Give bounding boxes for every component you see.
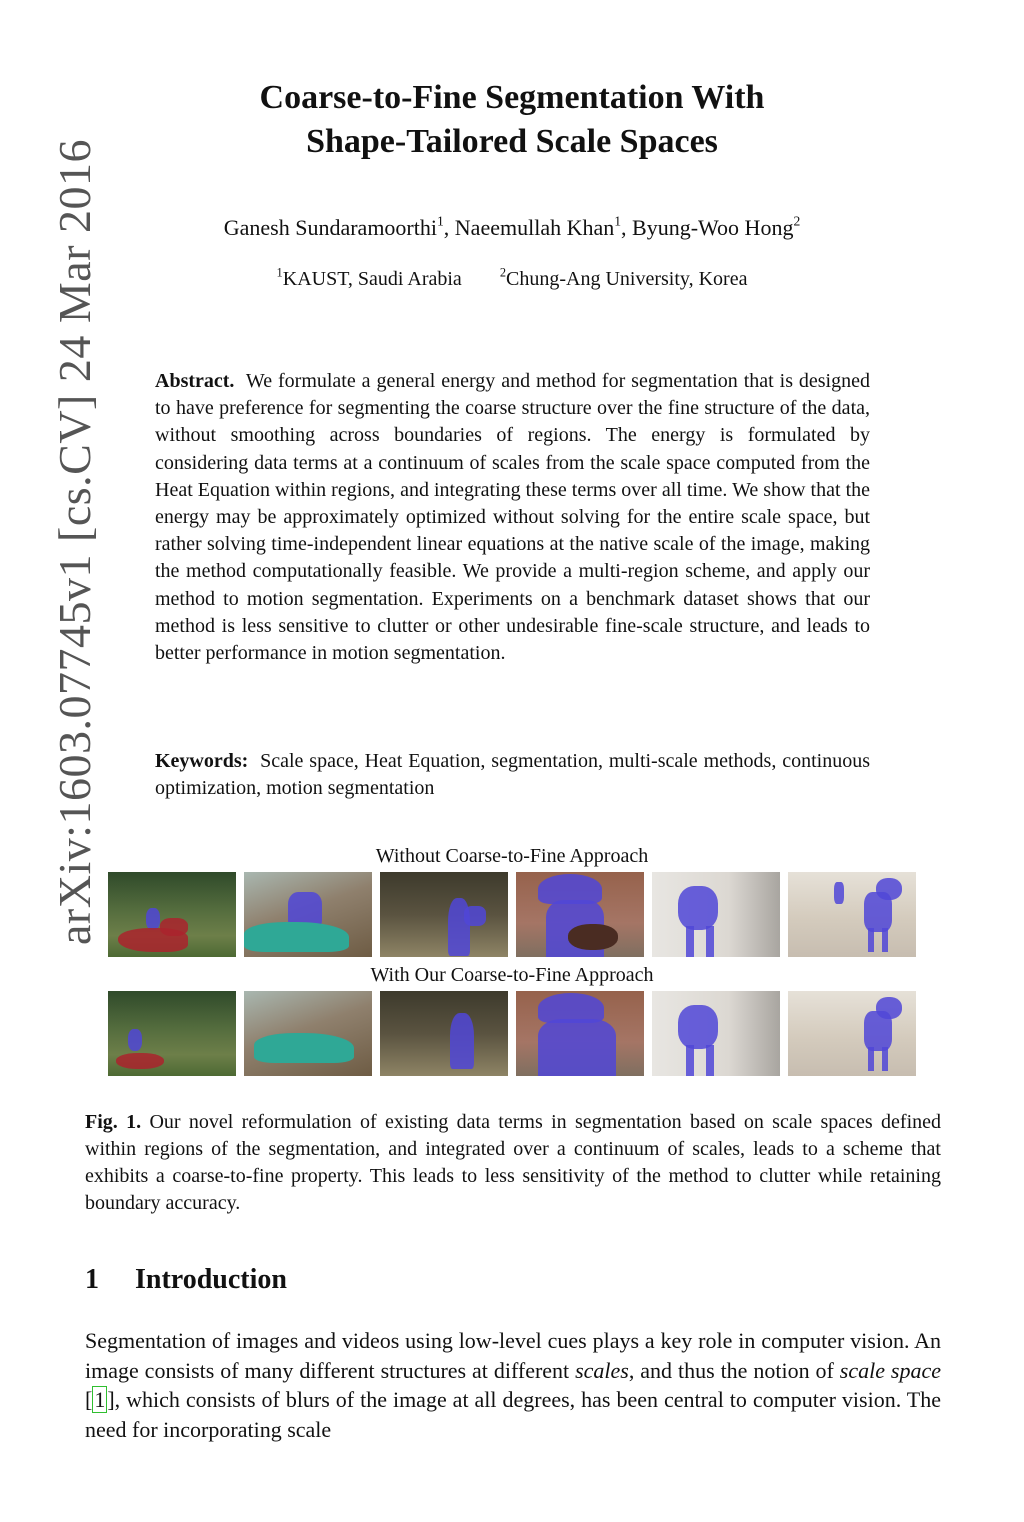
- author-affil-mark: 2: [793, 213, 801, 229]
- section-heading: [85, 1264, 287, 1296]
- author-name: Ganesh Sundaramoorthi: [223, 215, 437, 240]
- citation-link[interactable]: 1: [94, 1387, 106, 1412]
- affil-mark: 1: [276, 265, 283, 280]
- figure-row-with: [108, 991, 916, 1076]
- author-affil-mark: 1: [436, 213, 444, 229]
- figure-row-title-without: Without Coarse-to-Fine Approach: [375, 845, 649, 867]
- figure-thumbnail: [380, 991, 508, 1076]
- title-line-1: Coarse-to-Fine Segmentation With: [259, 79, 765, 116]
- figure-thumbnail: [652, 991, 780, 1076]
- figure-thumbnail: [652, 872, 780, 957]
- affil-mark: 2: [499, 265, 507, 280]
- section-title: Introduction: [135, 1264, 287, 1295]
- figure-thumbnail: [788, 991, 916, 1076]
- affiliation: Chung-Ang University, Korea: [506, 268, 748, 290]
- arxiv-stamp: arXiv:1603.07745v1 [cs.CV] 24 Mar 2016: [49, 138, 100, 945]
- abstract-label: Abstract.: [155, 370, 235, 392]
- affiliation-list: [110, 265, 914, 291]
- figure-thumbnail: [244, 991, 372, 1076]
- section-number: 1: [85, 1264, 99, 1295]
- figure-thumbnail: [516, 872, 644, 957]
- author-name: Naeemullah Khan: [454, 215, 615, 240]
- figure-thumbnail: [380, 872, 508, 957]
- author-affil-mark: 1: [614, 213, 622, 229]
- figure-thumbnail: [516, 991, 644, 1076]
- intro-paragraph: Segmentation of images and videos using low-level cues plays a key role in computer vision. An image consists of many different structures at different scales, and thus the notion of scale space [1], which consists of blurs of the image at all degrees, has been central to computer vision. The need for incorporating scale: [85, 1328, 941, 1442]
- caption-text: Our novel reformulation of existing data terms in segmentation based on scale spaces defined within regions of the segmentation, and integrated over a continuum of scales, leads to a scheme that exhibits a coarse-to-fine property. This leads to less sensitivity of the method to clutter while retaining boundary accuracy.: [85, 1111, 942, 1214]
- abstract-text: We formulate a general energy and method for segmentation that is designed to have preference for segmenting the coarse structure over the fine structure of the data, without smoothing across boundaries of regions. The energy is formulated by considering data terms at a continuum of scales from the scale space computed from the Heat Equation within regions, and integrating these terms over all time. We show that the energy may be approximately optimized without solving for the entire scale space, but rather solving time-independent linear equations at the native scale of the image, making the method computationally feasible. We provide a multi-region scheme, and apply our method to motion segmentation. Experiments on a benchmark dataset shows that our method is less sensitive to clutter or other undesirable fine-scale structure, and leads to better performance in motion segmentation.: [155, 370, 870, 665]
- keywords: [155, 748, 870, 802]
- caption-label: Fig. 1.: [85, 1111, 142, 1133]
- keywords-label: Keywords:: [155, 750, 249, 772]
- figure-thumbnail: [244, 872, 372, 957]
- author-list: Ganesh Sundaramoorthi$^1$, Naeemullah Khan$^1$, Byung-Woo Hong$^2$: [223, 213, 801, 240]
- figure-row-without: [108, 872, 916, 957]
- figure-caption: [85, 1109, 941, 1217]
- author-name: Byung-Woo Hong: [632, 215, 794, 240]
- title-line-2: Shape-Tailored Scale Spaces: [306, 123, 718, 160]
- keywords-text: Scale space, Heat Equation, segmentation, multi-scale methods, continuous optimization, motion segmentation: [155, 750, 870, 799]
- affiliation: KAUST, Saudi Arabia: [282, 268, 462, 290]
- figure-thumbnail: [788, 872, 916, 957]
- abstract: [155, 368, 870, 667]
- figure-thumbnail: [108, 991, 236, 1076]
- figure-thumbnail: [108, 872, 236, 957]
- paper-title: [110, 76, 914, 164]
- figure-row-title-with: With Our Coarse-to-Fine Approach: [370, 964, 654, 986]
